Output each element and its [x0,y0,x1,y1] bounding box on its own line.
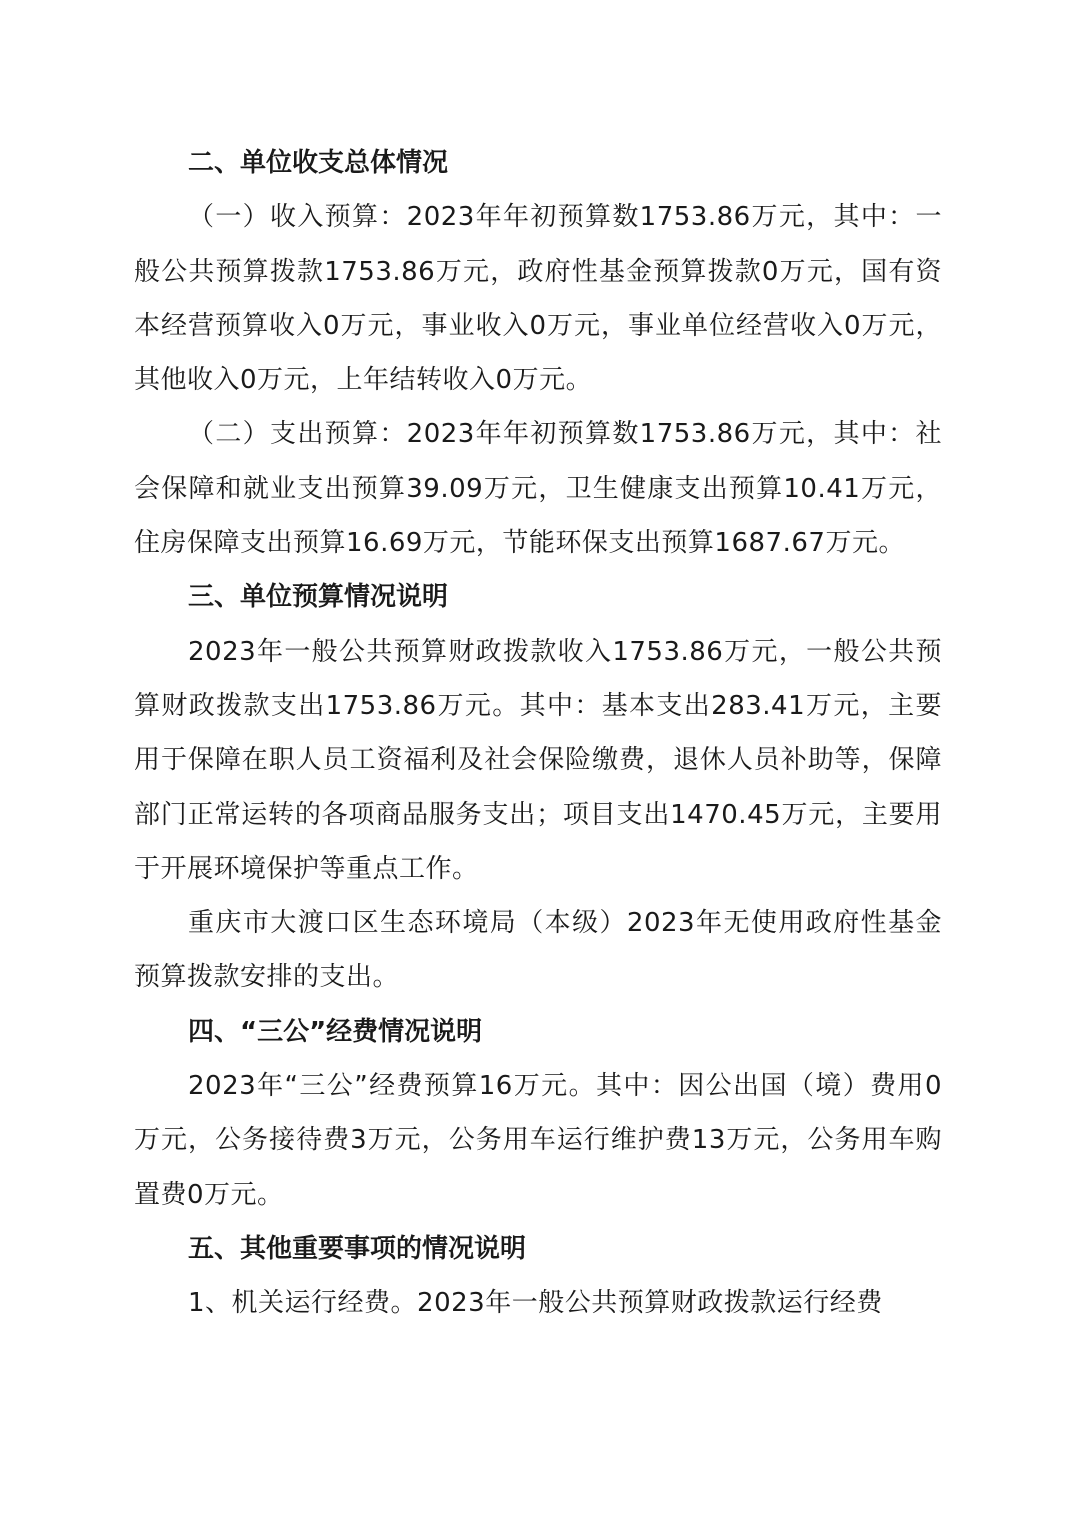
document-page [134,136,942,1331]
section-heading-other: 五、其他重要事项的情况说明 [188,1233,527,1264]
section-heading-sangong: 四、“三公”经费情况说明 [188,1016,483,1047]
budget-paragraph-2: 重庆市大渡口区生态环境局（本级）2023年无使用政府性基金预算拨款安排的支出。 [134,908,942,993]
budget-paragraph-1: 2023年一般公共预算财政拨款收入1753.86万元，一般公共预算财政拨款支出1753.86万元。其中：基本支出283.41万元，主要用于保障在职人员工资福利及社会保险缴费，退休人员补助等，保障部门正常运转的各项商品服务支出；项目支出1470.45万元，主要用于开展环境保护等重点工作。 [134,636,942,884]
income-budget-paragraph: （一）收入预算：2023年年初预算数1753.86万元，其中：一般公共预算拨款1753.86万元，政府性基金预算拨款0万元，国有资本经营预算收入0万元，事业收入0万元，事业单位经营收入0万元，其他收入0万元，上年结转收入0万元。 [134,202,942,396]
expense-budget-paragraph: （二）支出预算：2023年年初预算数1753.86万元，其中：社会保障和就业支出预算39.09万元，卫生健康支出预算10.41万元，住房保障支出预算16.69万元，节能环保支出预算1687.67万元。 [134,419,942,559]
section-heading-budget: 三、单位预算情况说明 [188,582,449,613]
other-paragraph-1: 1、机关运行经费。2023年一般公共预算财政拨款运行经费 [188,1288,883,1319]
sangong-paragraph: 2023年“三公”经费预算16万元。其中：因公出国（境）费用0万元，公务接待费3万元，公务用车运行维护费13万元，公务用车购置费0万元。 [134,1071,942,1210]
section-heading-overall: 二、单位收支总体情况 [188,148,449,178]
